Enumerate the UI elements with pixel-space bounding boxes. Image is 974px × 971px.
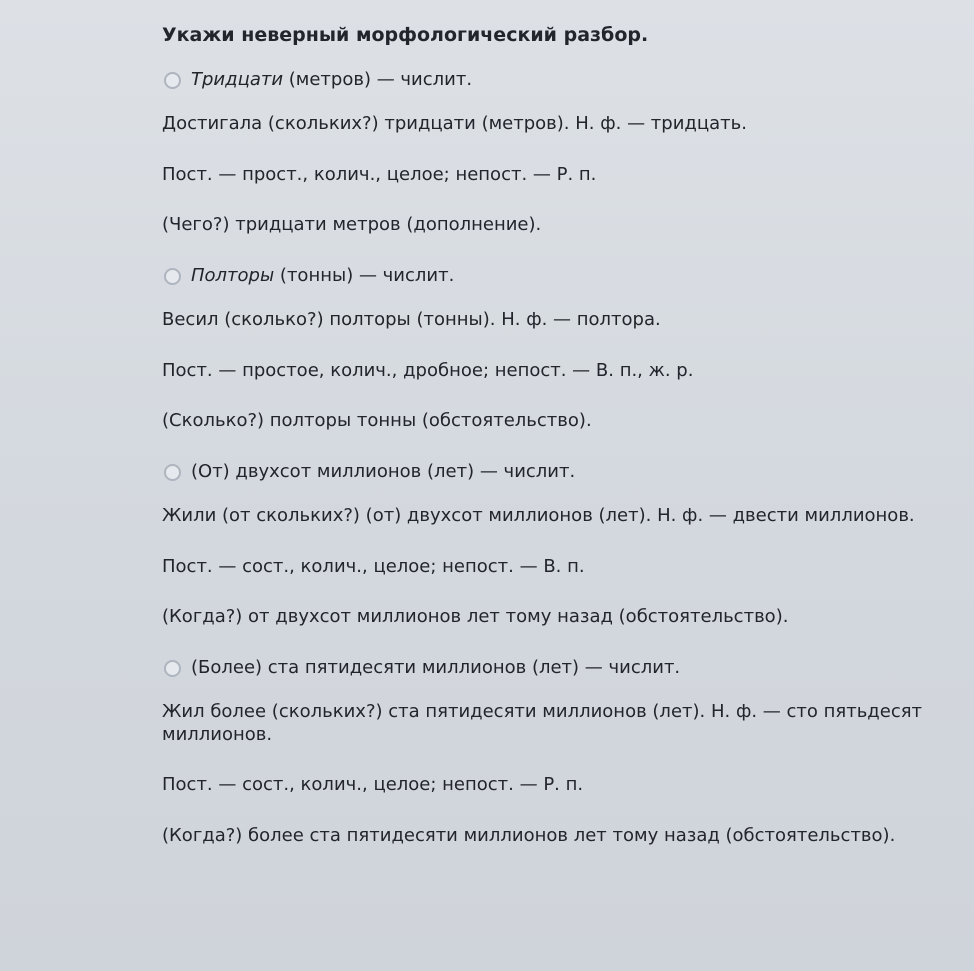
option-1-body bbox=[162, 113, 942, 237]
option-2-body bbox=[162, 309, 942, 433]
question-title: Укажи неверный морфологический разбор. bbox=[162, 24, 649, 46]
option-1-line-3: (Чего?) тридцати метров (дополнение). bbox=[162, 214, 542, 236]
option-3-line-2: Пост. — сост., колич., целое; непост. — В. п. bbox=[162, 555, 585, 577]
option-2-label-italic: Полторы bbox=[191, 264, 275, 286]
option-1-label-italic: Тридцати bbox=[191, 68, 284, 90]
option-2-header[interactable] bbox=[164, 265, 942, 288]
question-content bbox=[162, 24, 942, 875]
option-1-header[interactable] bbox=[164, 69, 942, 92]
option-4-line-2: Пост. — сост., колич., целое; непост. — Р. п. bbox=[162, 774, 584, 796]
option-1-line-2: Пост. — прост., колич., целое; непост. — Р. п. bbox=[162, 163, 597, 185]
option-4-line-3: (Когда?) более ста пятидесяти миллионов лет тому назад (обстоятельство). bbox=[162, 824, 896, 846]
option-2-line-1: Весил (сколько?) полторы (тонны). Н. ф. — полтора. bbox=[162, 309, 661, 331]
answer-option-1[interactable] bbox=[162, 69, 942, 237]
option-1-label-rest: (метров) — числит. bbox=[283, 68, 473, 90]
option-1-line-1: Достигала (скольких?) тридцати (метров). Н. ф. — тридцать. bbox=[162, 113, 747, 135]
option-3-header[interactable] bbox=[164, 461, 942, 484]
option-3-label-rest: (От) двухсот миллионов (лет) — числит. bbox=[191, 460, 576, 482]
answer-option-4[interactable] bbox=[162, 657, 942, 848]
option-4-label-rest: (Более) ста пятидесяти миллионов (лет) — числит. bbox=[191, 656, 681, 678]
option-2-line-2: Пост. — простое, колич., дробное; непост. — В. п., ж. р. bbox=[162, 359, 694, 381]
option-4-label bbox=[191, 657, 680, 680]
option-1-radio[interactable] bbox=[164, 72, 181, 89]
option-3-radio[interactable] bbox=[164, 464, 181, 481]
option-4-header[interactable] bbox=[164, 657, 942, 680]
answer-option-2[interactable] bbox=[162, 265, 942, 433]
option-4-radio[interactable] bbox=[164, 660, 181, 677]
option-2-label-rest: (тонны) — числит. bbox=[274, 264, 455, 286]
option-3-line-1: Жили (от скольких?) (от) двухсот миллионов (лет). Н. ф. — двести миллионов. bbox=[162, 505, 915, 527]
option-4-line-1: Жил более (скольких?) ста пятидесяти миллионов (лет). Н. ф. — сто пятьдесят миллионов. bbox=[162, 701, 923, 745]
option-4-body bbox=[162, 701, 942, 847]
option-3-label bbox=[191, 461, 575, 484]
answer-option-3[interactable] bbox=[162, 461, 942, 629]
option-2-radio[interactable] bbox=[164, 268, 181, 285]
option-2-line-3: (Сколько?) полторы тонны (обстоятельство). bbox=[162, 410, 592, 432]
option-3-body bbox=[162, 505, 942, 629]
option-1-label bbox=[191, 69, 472, 92]
option-3-line-3: (Когда?) от двухсот миллионов лет тому назад (обстоятельство). bbox=[162, 606, 789, 628]
option-2-label bbox=[191, 265, 454, 288]
